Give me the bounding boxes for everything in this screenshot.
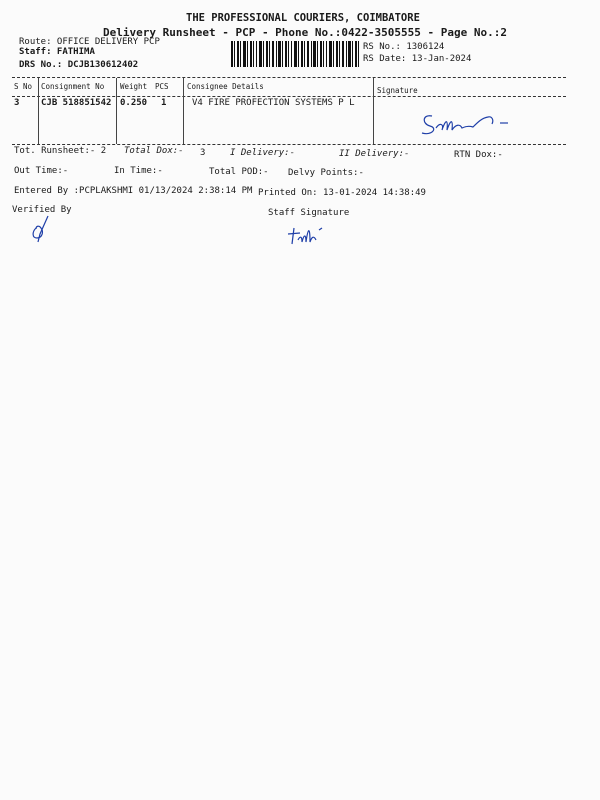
table-bottom-rule (12, 144, 566, 145)
verified-by: Verified By (12, 205, 72, 215)
col-divider (38, 78, 39, 144)
rtn-dox: RTN Dox:- (454, 150, 503, 160)
col-signature: Signature (377, 86, 418, 95)
total-pod: Total POD:- (209, 167, 269, 177)
total-dox: Total Dox:- (124, 146, 184, 156)
row-consignee: V4 FIRE PROFECTION SYSTEMS P L (192, 98, 355, 108)
ii-delivery: II Delivery:- (339, 149, 410, 159)
drs-number: DRS No.: DCJB130612402 (19, 60, 139, 70)
row-weight: 0.250 (120, 98, 148, 108)
in-time: In Time:- (114, 166, 163, 176)
entered-by: Entered By :PCPLAKSHMI 01/13/2024 2:38:14 PM (14, 186, 253, 196)
table-header-rule (12, 96, 566, 97)
staff-signature (286, 222, 330, 248)
row-pcs: 1 (161, 98, 167, 108)
col-pcs: PCS (155, 82, 169, 91)
company-name: THE PROFESSIONAL COURIERS, COIMBATORE (186, 12, 420, 24)
rs-number: RS No.: 1306124 (363, 42, 445, 52)
route-label: Route: OFFICE DELIVERY PCP (19, 37, 160, 47)
runsheet-title: Delivery Runsheet - PCP - Phone No.:0422-3505555 - Page No.:2 (103, 26, 507, 39)
staff-signature-label: Staff Signature (268, 208, 350, 218)
col-consignee: Consignee Details (187, 82, 264, 91)
consignee-signature (418, 108, 518, 138)
staff-label: Staff: FATHIMA (19, 47, 95, 57)
delvy-points: Delvy Points:- (288, 168, 364, 178)
out-time: Out Time:- (14, 166, 69, 176)
col-sno: S No (14, 82, 33, 91)
col-divider (116, 78, 117, 144)
tot-runsheet: Tot. Runsheet:- 2 (14, 146, 107, 156)
col-weight: Weight (120, 82, 148, 91)
verifier-signature (26, 212, 60, 244)
rs-date: RS Date: 13-Jan-2024 (363, 54, 472, 64)
row-consignment: CJB 518851542 (41, 98, 112, 108)
col-divider (183, 78, 184, 144)
col-consignment: Consignment No (41, 82, 105, 91)
barcode (231, 41, 359, 67)
total-dox-value: 3 (200, 148, 206, 158)
row-sno: 3 (14, 98, 20, 108)
col-divider (373, 78, 374, 144)
i-delivery: I Delivery:- (230, 148, 296, 158)
printed-on: Printed On: 13-01-2024 14:38:49 (258, 188, 426, 198)
table-top-rule (12, 77, 566, 78)
